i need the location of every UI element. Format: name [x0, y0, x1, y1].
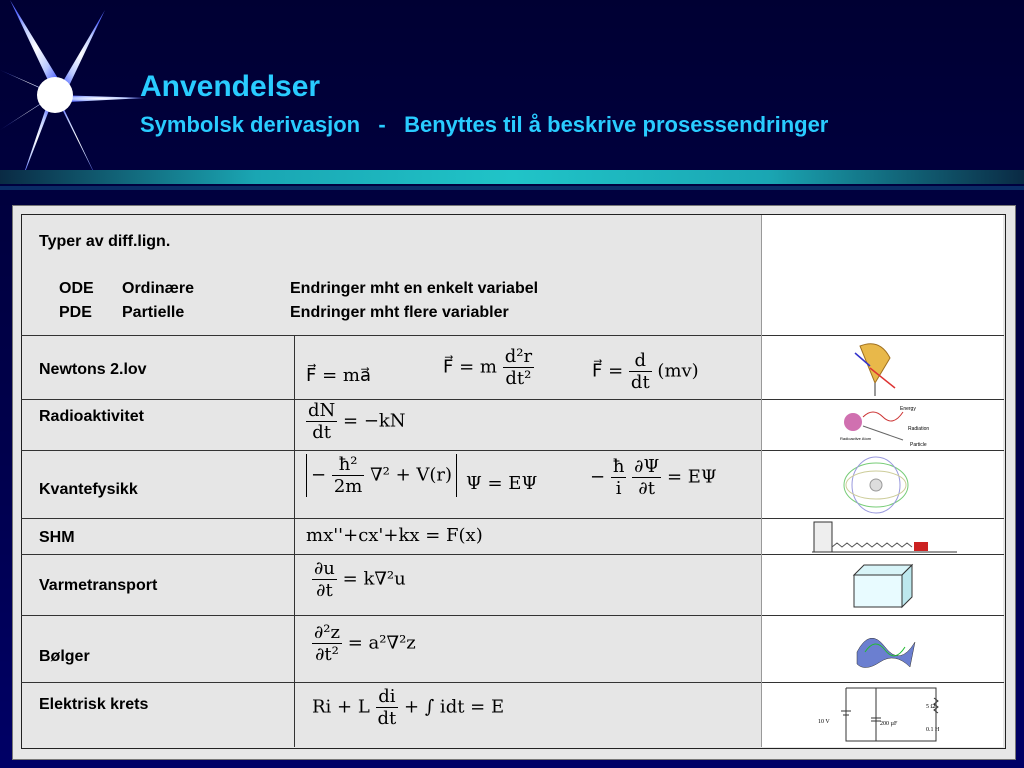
ode-abbr: ODE: [59, 280, 94, 297]
row-divider: [21, 399, 1004, 400]
equation-newton-3: F⃗ = $\frac{d}{dt}$ (mv): [592, 350, 699, 393]
row-label-heat: Varmetransport: [39, 577, 158, 594]
pde-name: Partielle: [122, 304, 185, 321]
pde-desc: Endringer mht flere variabler: [290, 304, 509, 321]
rlc-circuit-icon: [816, 683, 946, 745]
svg-text:Radioactive Atom: Radioactive Atom: [840, 436, 872, 441]
slide-subtitle: Symbolsk derivasjon - Benyttes til å beskrive prosessendringer: [140, 112, 829, 137]
header-band-line: [0, 186, 1024, 190]
star-decoration-icon: [0, 0, 150, 190]
atom-orbitals-icon: [840, 454, 912, 516]
column-divider: [294, 335, 295, 747]
equation-quantum-1-rhs: Ψ = EΨ: [466, 473, 538, 494]
pde-abbr: PDE: [59, 304, 92, 321]
slide-title: Anvendelser: [140, 70, 321, 103]
svg-text:5 Ω: 5 Ω: [926, 704, 935, 710]
equation-wave: $\frac{\text{∂²z}}{\text{∂t²}}$ = a²∇²z: [314, 622, 416, 665]
row-label-shm: SHM: [39, 529, 75, 546]
radioactive-atom-icon: [838, 402, 938, 448]
column-divider: [761, 215, 762, 747]
row-divider: [21, 615, 1004, 616]
svg-text:200 µF: 200 µF: [880, 721, 898, 727]
row-label-circuit: Elektrisk krets: [39, 696, 149, 713]
svg-text:Particle: Particle: [910, 442, 927, 448]
wave-surface-icon: [855, 622, 917, 672]
rotating-top-icon: [840, 338, 910, 398]
equation-newton-2: F⃗ = m $\frac{\text{d²r}}{\text{dt²}}$: [443, 346, 533, 389]
cube-icon: [852, 563, 914, 609]
row-label-wave: Bølger: [39, 648, 90, 665]
row-divider: [21, 335, 1004, 336]
row-label-radio: Radioaktivitet: [39, 408, 144, 425]
row-divider: [21, 518, 1004, 519]
equation-radio: $\frac{dN}{dt}$ = −kN: [308, 400, 406, 443]
svg-text:10 V: 10 V: [818, 719, 830, 725]
equation-heat: $\frac{\partial u}{\partial t}$ = k∇²u: [314, 558, 406, 601]
svg-text:Energy: Energy: [900, 406, 916, 412]
header-label: Typer av diff.lign.: [39, 233, 171, 250]
ode-desc: Endringer mht en enkelt variabel: [290, 280, 539, 297]
svg-text:Radiation: Radiation: [908, 426, 930, 432]
row-label-newton: Newtons 2.lov: [39, 361, 147, 378]
equation-circuit: Ri + L $\frac{di}{dt}$ + ∫ idt = E: [312, 686, 505, 729]
equation-newton-1: F⃗ = ma: [306, 365, 372, 386]
equation-shm: mx''+cx'+kx = F(x): [306, 525, 483, 546]
row-label-quantum: Kvantefysikk: [39, 481, 138, 498]
spring-mass-icon: [812, 520, 957, 553]
row-divider: [21, 450, 1004, 451]
row-divider: [21, 554, 1004, 555]
ode-name: Ordinære: [122, 280, 195, 297]
svg-text:0.1 H: 0.1 H: [926, 727, 940, 733]
header-band: [0, 170, 1024, 184]
equation-quantum-2: − $\frac{ħ}{i}$ $\frac{\partial\Psi}{\partial t}$ = EΨ: [590, 456, 717, 499]
equation-quantum-1: − $\frac{\text{ħ²}}{2m}$ ∇² + V(r): [306, 454, 457, 497]
